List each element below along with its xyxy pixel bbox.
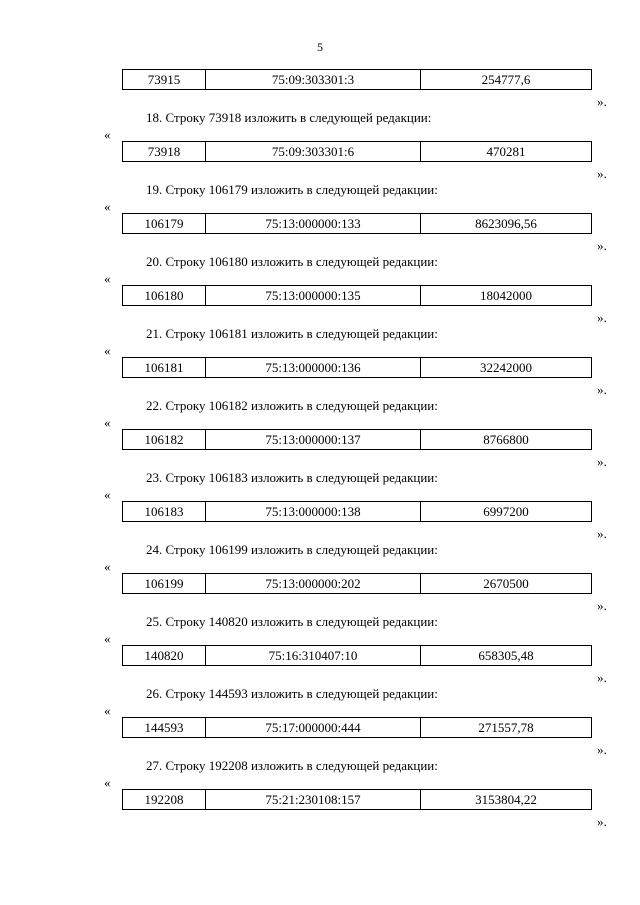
data-row-table: [122, 213, 592, 234]
value-cell: 8766800: [421, 430, 592, 450]
amendment-instruction: 25. Строку 140820 изложить в следующей редакции:: [146, 614, 438, 629]
amendment-instruction: 18. Строку 73918 изложить в следующей редакции:: [146, 110, 432, 125]
row-number-cell: 140820: [123, 646, 206, 666]
row-number-cell: 73915: [123, 70, 206, 90]
cadastral-number-cell: 75:13:000000:133: [206, 214, 421, 234]
cadastral-number-cell: 75:16:310407:10: [206, 646, 421, 666]
cadastral-number-cell: 75:13:000000:138: [206, 502, 421, 522]
amendment-instruction: 27. Строку 192208 изложить в следующей редакции:: [146, 758, 438, 773]
table-row: [123, 718, 592, 738]
cadastral-number-cell: 75:13:000000:202: [206, 574, 421, 594]
opening-quote: «: [104, 343, 111, 358]
table-row: [123, 502, 592, 522]
opening-quote: «: [104, 559, 111, 574]
data-row-table: [122, 285, 592, 306]
cadastral-number-cell: 75:13:000000:136: [206, 358, 421, 378]
value-cell: 32242000: [421, 358, 592, 378]
closing-quote: ».: [597, 382, 607, 397]
table-row: [123, 646, 592, 666]
table-row: [123, 70, 592, 90]
amendment-instruction: 26. Строку 144593 изложить в следующей редакции:: [146, 686, 438, 701]
value-cell: 3153804,22: [421, 790, 592, 810]
closing-quote: ».: [597, 310, 607, 325]
value-cell: 18042000: [421, 286, 592, 306]
row-number-cell: 106179: [123, 214, 206, 234]
cadastral-number-cell: 75:13:000000:137: [206, 430, 421, 450]
row-number-cell: 106180: [123, 286, 206, 306]
opening-quote: «: [104, 415, 111, 430]
table-row: [123, 286, 592, 306]
data-row-table: [122, 357, 592, 378]
table-row: [123, 790, 592, 810]
value-cell: 470281: [421, 142, 592, 162]
data-row-table: [122, 789, 592, 810]
opening-quote: «: [104, 199, 111, 214]
opening-quote: «: [104, 487, 111, 502]
data-row-table: [122, 141, 592, 162]
row-number-cell: 106181: [123, 358, 206, 378]
row-number-cell: 106183: [123, 502, 206, 522]
table-row: [123, 142, 592, 162]
amendment-instruction: 24. Строку 106199 изложить в следующей редакции:: [146, 542, 438, 557]
value-cell: 254777,6: [421, 70, 592, 90]
row-number-cell: 106182: [123, 430, 206, 450]
table-row: [123, 358, 592, 378]
closing-quote: ».: [597, 238, 607, 253]
data-row-table: [122, 717, 592, 738]
closing-quote: ».: [597, 814, 607, 829]
value-cell: 2670500: [421, 574, 592, 594]
closing-quote: ».: [597, 742, 607, 757]
data-row-table: [122, 69, 592, 90]
closing-quote: ».: [597, 598, 607, 613]
cadastral-number-cell: 75:13:000000:135: [206, 286, 421, 306]
row-number-cell: 106199: [123, 574, 206, 594]
closing-quote: ».: [597, 94, 607, 109]
cadastral-number-cell: 75:17:000000:444: [206, 718, 421, 738]
closing-quote: ».: [597, 166, 607, 181]
page-number: 5: [317, 40, 323, 54]
value-cell: 6997200: [421, 502, 592, 522]
amendment-instruction: 20. Строку 106180 изложить в следующей редакции:: [146, 254, 438, 269]
data-row-table: [122, 645, 592, 666]
amendment-instruction: 23. Строку 106183 изложить в следующей редакции:: [146, 470, 438, 485]
opening-quote: «: [104, 631, 111, 646]
value-cell: 658305,48: [421, 646, 592, 666]
table-row: [123, 214, 592, 234]
data-row-table: [122, 429, 592, 450]
opening-quote: «: [104, 775, 111, 790]
closing-quote: ».: [597, 454, 607, 469]
data-row-table: [122, 501, 592, 522]
value-cell: 271557,78: [421, 718, 592, 738]
amendment-instruction: 21. Строку 106181 изложить в следующей редакции:: [146, 326, 438, 341]
data-row-table: [122, 573, 592, 594]
closing-quote: ».: [597, 526, 607, 541]
cadastral-number-cell: 75:09:303301:3: [206, 70, 421, 90]
closing-quote: ».: [597, 670, 607, 685]
cadastral-number-cell: 75:21:230108:157: [206, 790, 421, 810]
row-number-cell: 73918: [123, 142, 206, 162]
opening-quote: «: [104, 703, 111, 718]
opening-quote: «: [104, 127, 111, 142]
row-number-cell: 144593: [123, 718, 206, 738]
opening-quote: «: [104, 271, 111, 286]
table-row: [123, 574, 592, 594]
table-row: [123, 430, 592, 450]
cadastral-number-cell: 75:09:303301:6: [206, 142, 421, 162]
row-number-cell: 192208: [123, 790, 206, 810]
amendment-instruction: 22. Строку 106182 изложить в следующей редакции:: [146, 398, 438, 413]
amendment-instruction: 19. Строку 106179 изложить в следующей редакции:: [146, 182, 438, 197]
value-cell: 8623096,56: [421, 214, 592, 234]
